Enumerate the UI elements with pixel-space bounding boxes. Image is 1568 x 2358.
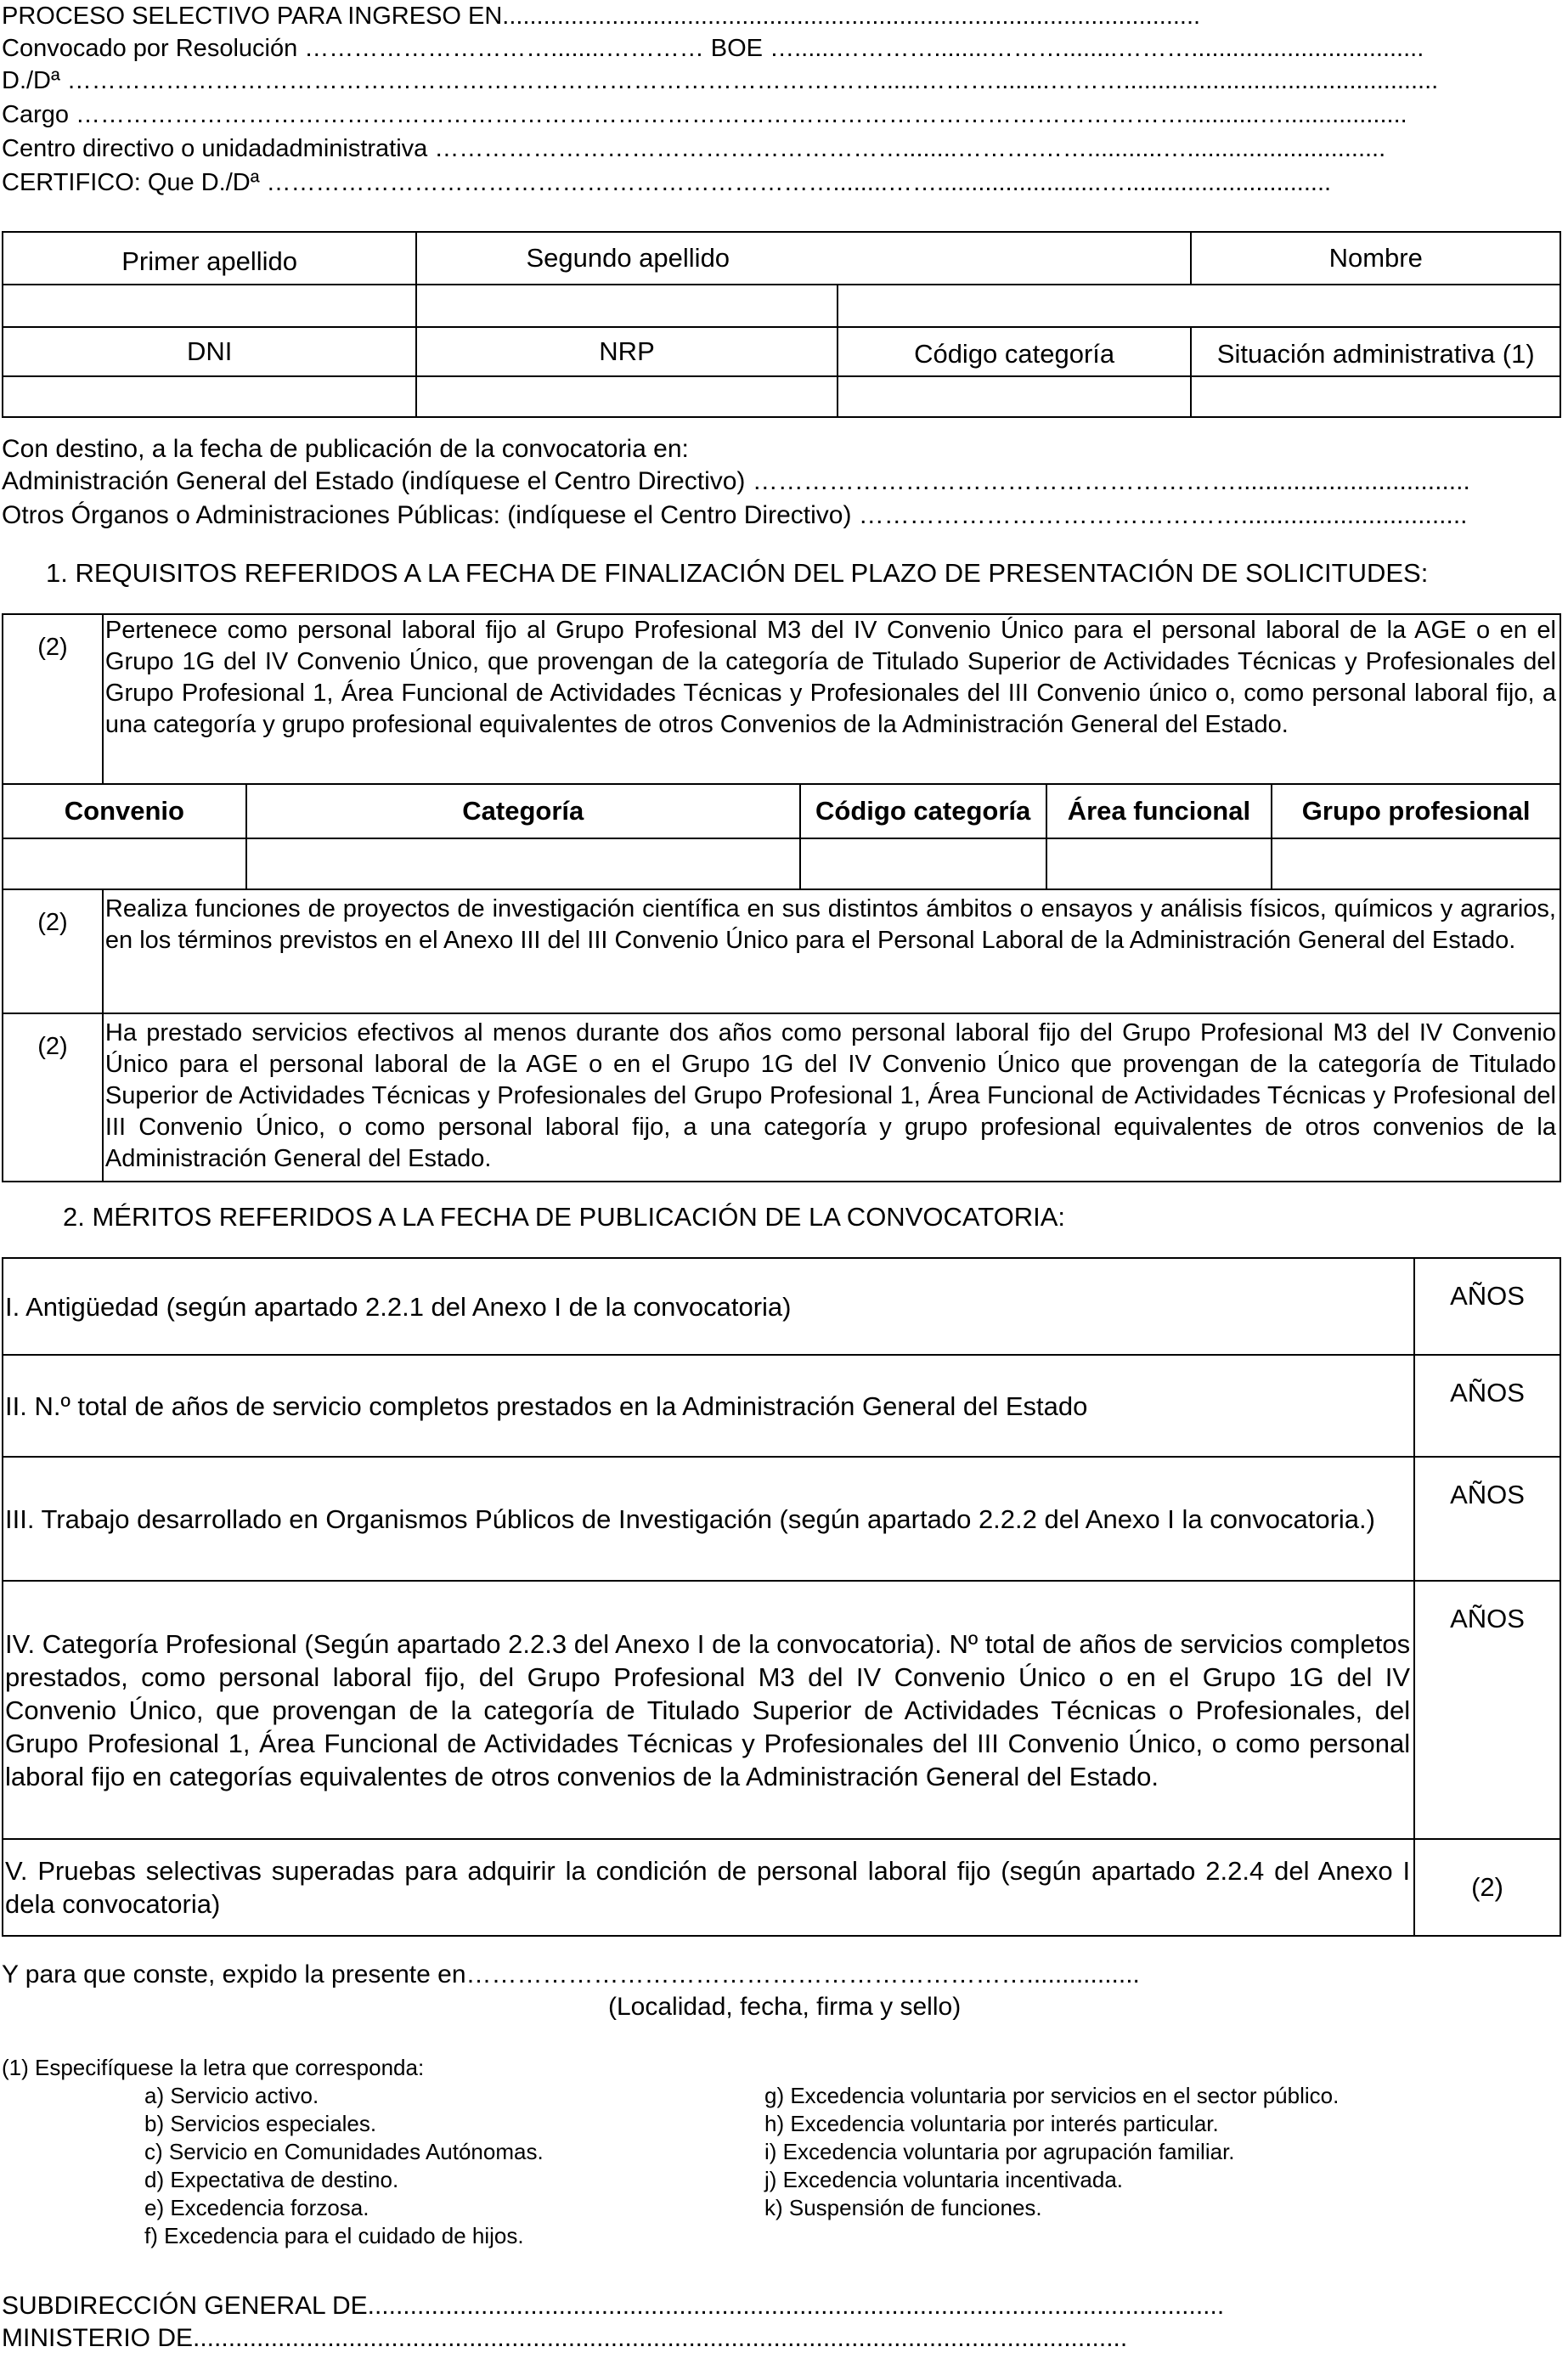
section1-title: 1. REQUISITOS REFERIDOS A LA FECHA DE FINALIZACIÓN DEL PLAZO DE PRESENTACIÓN DE SOLICITUDES:: [46, 558, 1429, 588]
requisito-2-text: Realiza funciones de proyectos de investigación científica en sus distintos ámbitos o ensayos y análisis físicos, químicos y agrarios, en los términos previstos en el Anexo III del III Convenio Único para el Personal Laboral de la Administración General del Estado.: [103, 889, 1560, 1013]
footnote-b: b) Servicios especiales.: [144, 2111, 377, 2136]
destino-otros-line: Otros Órganos o Administraciones Públicas: (indíquese el Centro Directivo) ………………………………………................................: [2, 501, 1468, 529]
footnote-k: k) Suspensión de funciones.: [764, 2195, 1042, 2220]
footnote-h: h) Excedencia voluntaria por interés particular.: [764, 2111, 1219, 2136]
centro-line: Centro directivo o unidadadministrativa …………………………………………………........……….……...........….............................: [2, 135, 1386, 162]
closing-signature-label: (Localidad, fecha, firma y sello): [608, 1993, 962, 2021]
merito-1-text: I. Antigüedad (según apartado 2.2.1 del Anexo I de la convocatoria): [3, 1258, 1414, 1355]
input-convenio[interactable]: [3, 838, 246, 889]
destino-age-line: Administración General del Estado (indíquese el Centro Directivo) ………………………………………………….................................: [2, 467, 1470, 495]
header-dni: DNI: [3, 327, 416, 376]
input-nombre[interactable]: [838, 285, 1560, 327]
merito-1-anos[interactable]: AÑOS: [1414, 1258, 1560, 1355]
subdireccion-line: SUBDIRECCIÓN GENERAL DE.........................................................................................................................: [2, 2292, 1225, 2320]
input-codigo-categoria[interactable]: [838, 376, 1192, 417]
requisito-2-mark[interactable]: (2): [3, 889, 103, 1013]
merito-4-text: IV. Categoría Profesional (Según apartado 2.2.3 del Anexo I de la convocatoria). Nº total de años de servicios completos prestados, como personal laboral fijo, del Grupo Profesional M3 del IV Convenio Único o en el Grupo 1G del IV Convenio Único, que provengan de la categoría de Titulado Superior de Actividades Técnicas o Profesionales, del Grupo Profesional 1, Área Funcional de Actividades Técnicas y Profesionales del III Convenio Único, o como personal laboral fijo en categorías equivalentes de otros convenios de la Administración General del Estado.: [3, 1581, 1414, 1839]
footnote-i: i) Excedencia voluntaria por agrupación familiar.: [764, 2139, 1235, 2164]
header-grupo-profesional: Grupo profesional: [1272, 784, 1560, 838]
header-convenio: Convenio: [3, 784, 246, 838]
merito-3-anos[interactable]: AÑOS: [1414, 1457, 1560, 1581]
ministerio-line: MINISTERIO DE....................................................................................................................................: [2, 2324, 1128, 2352]
input-area-funcional[interactable]: [1046, 838, 1272, 889]
header-area-funcional: Área funcional: [1046, 784, 1272, 838]
footnote-f: f) Excedencia para el cuidado de hijos.: [144, 2223, 524, 2248]
requisito-1-mark[interactable]: (2): [3, 614, 103, 784]
footnote-title: (1) Especifíquese la letra que corresponda:: [2, 2055, 425, 2080]
input-grupo-profesional[interactable]: [1272, 838, 1560, 889]
requisito-1-table: [2, 613, 1561, 785]
header-codigo-categoria: Código categoría: [838, 327, 1192, 376]
input-primer-apellido[interactable]: [3, 285, 416, 327]
header-situacion-administrativa: Situación administrativa (1): [1191, 327, 1560, 376]
footnote-d: d) Expectativa de destino.: [144, 2167, 399, 2192]
requisito-3-text: Ha prestado servicios efectivos al menos durante dos años como personal laboral fijo del Grupo Profesional M3 del IV Convenio Único para el personal laboral de la AGE o en el Grupo 1G del IV Convenio Único que provengan de la categoría de Titulado Superior de Actividades Técnicas y Profesionales del Grupo Profesional 1, Área Funcional de Actividades Técnicas y Profesional del III Convenio Único, o como personal laboral fijo, a una categoría y grupo profesional equivalentes de otros convenios de la Administración General del Estado.: [103, 1013, 1560, 1182]
header-categoria: Categoría: [246, 784, 800, 838]
footnote-e: e) Excedencia forzosa.: [144, 2195, 369, 2220]
merito-5-mark[interactable]: (2): [1414, 1839, 1560, 1936]
input-situacion-administrativa[interactable]: [1191, 376, 1560, 417]
header-nombre: Nombre: [1191, 232, 1560, 285]
footnote-g: g) Excedencia voluntaria por servicios en el sector público.: [764, 2083, 1340, 2108]
footnote-c: c) Servicio en Comunidades Autónomas.: [144, 2139, 544, 2164]
convocado-line: Convocado por Resolución …………………………........………… BOE …......…………........………........………..................................: [2, 35, 1424, 62]
destino-heading: Con destino, a la fecha de publicación de la convocatoria en:: [2, 435, 689, 463]
footnote-j: j) Excedencia voluntaria incentivada.: [764, 2167, 1124, 2192]
footnote-a: a) Servicio activo.: [144, 2083, 319, 2108]
dd-line: D./Dª ………………………………………………………………………………………......………........………..............................................: [2, 67, 1439, 94]
meritos-table: [2, 1257, 1561, 1937]
header-codigo-categoria-conv: Código categoría: [800, 784, 1046, 838]
input-dni[interactable]: [3, 376, 416, 417]
proceso-line: PROCESO SELECTIVO PARA INGRESO EN......................................................................................................: [2, 3, 1201, 30]
header-nrp: NRP: [416, 327, 838, 376]
requisitos-2-3-table: [2, 888, 1561, 1182]
merito-5-text: V. Pruebas selectivas superadas para adquirir la condición de personal laboral fijo (según apartado 2.2.4 del Anexo I dela convocatoria): [3, 1839, 1414, 1936]
convenio-table: [2, 783, 1561, 890]
cargo-line: Cargo ………………………………………………………………………………………………………………………...........…..................: [2, 101, 1407, 128]
requisito-1-text: Pertenece como personal laboral fijo al Grupo Profesional M3 del IV Convenio Único para el personal laboral de la AGE o en el Grupo 1G del IV Convenio Único, que provengan de la categoría de Titulado Superior de Actividades Técnicas y Profesionales del Grupo Profesional 1, Área Funcional de Actividades Técnicas y Profesionales del III Convenio único o, como personal laboral fijo, a una categoría y grupo profesional equivalentes de otros Convenios de la Administración General del Estado.: [103, 614, 1560, 784]
section2-title: 2. MÉRITOS REFERIDOS A LA FECHA DE PUBLICACIÓN DE LA CONVOCATORIA:: [63, 1202, 1066, 1232]
input-codigo-categoria-conv[interactable]: [800, 838, 1046, 889]
personal-data-table: [2, 231, 1561, 418]
input-nrp[interactable]: [416, 376, 838, 417]
input-categoria[interactable]: [246, 838, 800, 889]
closing-line: Y para que conste, expido la presente en…………………………………………………………................: [2, 1960, 1140, 1989]
merito-2-anos[interactable]: AÑOS: [1414, 1355, 1560, 1457]
input-segundo-apellido[interactable]: [416, 285, 838, 327]
header-segundo-apellido: Segundo apellido: [526, 243, 730, 273]
header-primer-apellido: Primer apellido: [3, 232, 416, 285]
merito-2-text: II. N.º total de años de servicio completos prestados en la Administración General del Estado: [3, 1355, 1414, 1457]
requisito-3-mark[interactable]: (2): [3, 1013, 103, 1182]
certifico-line: CERTIFICO: Que D./Dª ……………………………………………………………........……........................…..............................: [2, 169, 1332, 196]
merito-3-text: III. Trabajo desarrollado en Organismos Públicos de Investigación (según apartado 2.2.2 del Anexo I la convocatoria.): [3, 1457, 1414, 1581]
merito-4-anos[interactable]: AÑOS: [1414, 1581, 1560, 1839]
